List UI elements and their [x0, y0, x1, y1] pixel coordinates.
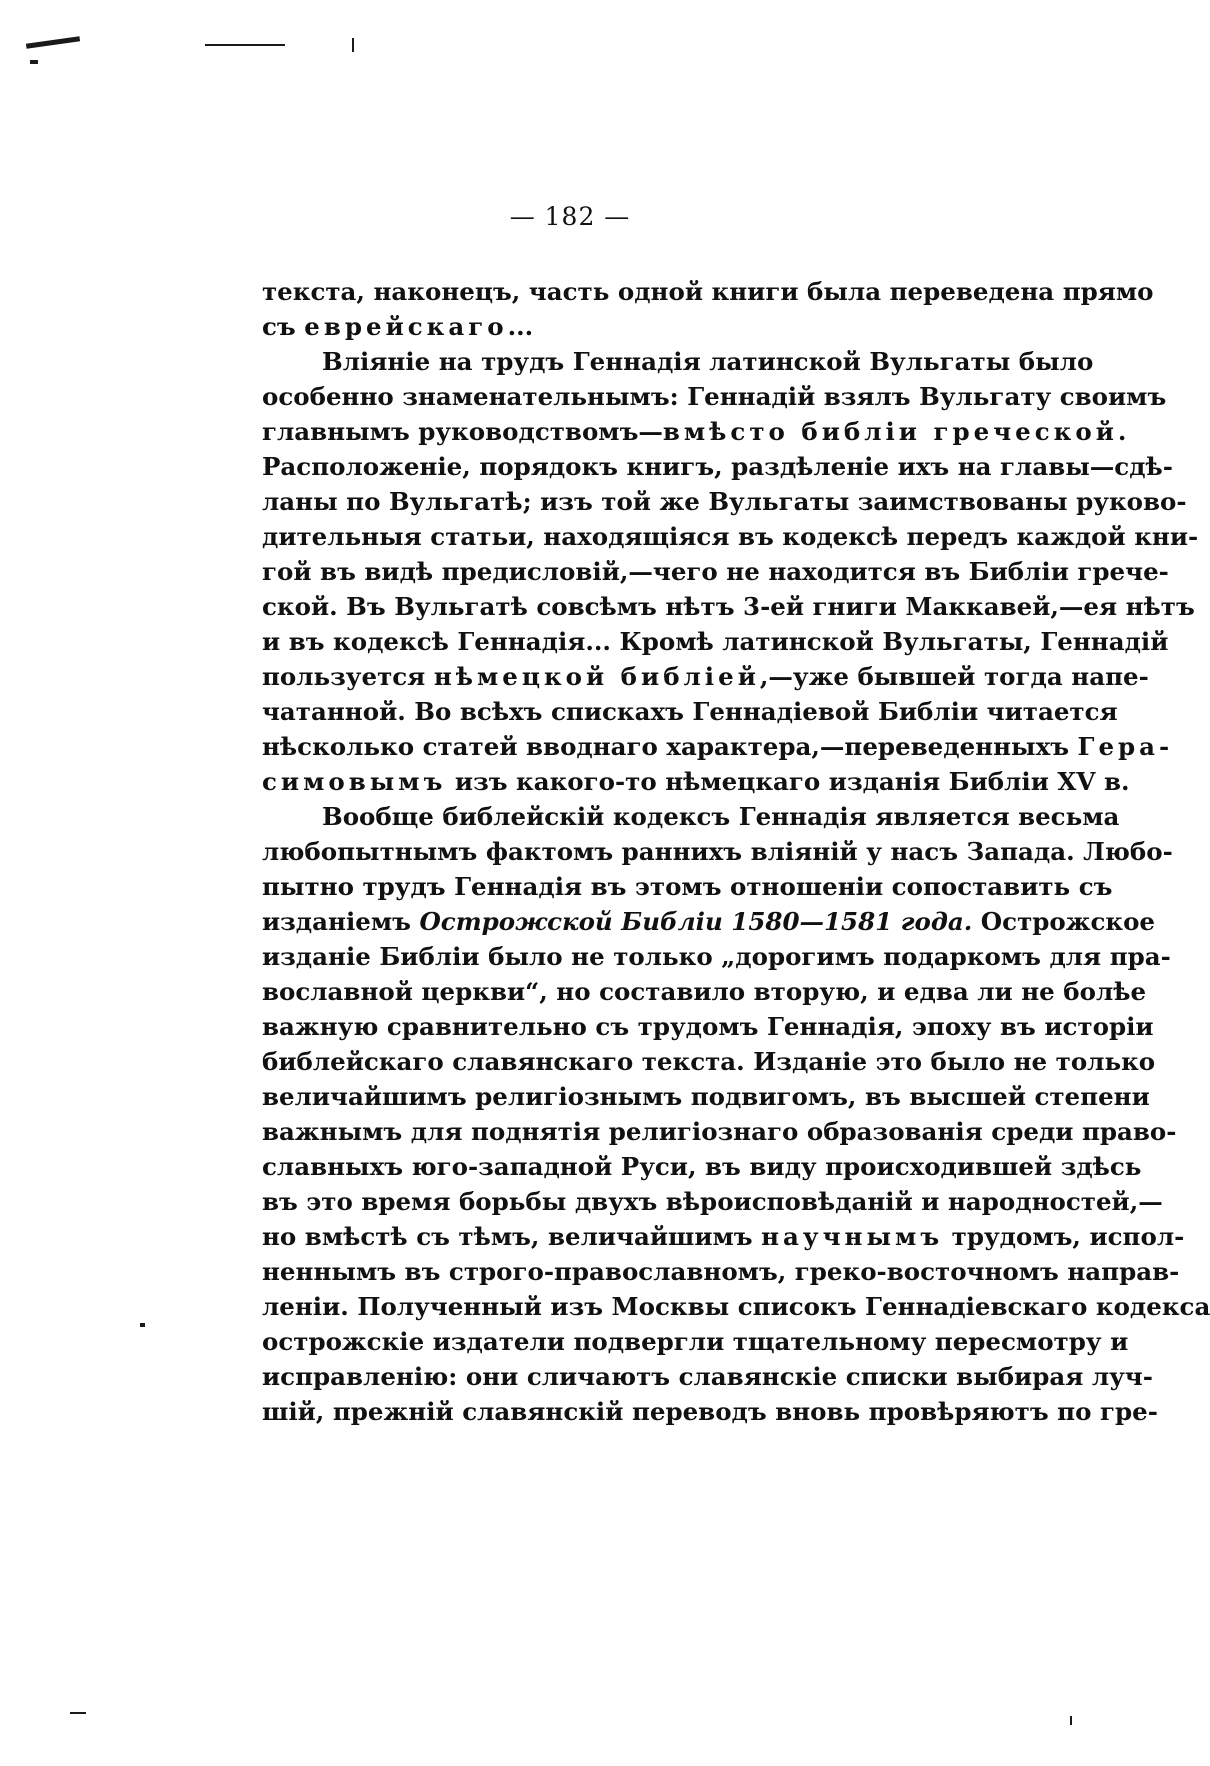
text-line: вославной церкви“, но составило вторую, и едва ли не болѣе	[262, 977, 1147, 1006]
text-line: Вообще библейскій кодексъ Геннадія является весьма	[322, 802, 1120, 831]
scan-mark-top-left-small	[30, 60, 38, 64]
text-line: важную сравнительно съ трудомъ Геннадія, эпоху въ исторіи	[262, 1012, 1154, 1041]
body-text	[262, 274, 1210, 1429]
text-run-spaced: Гера-	[1077, 732, 1174, 761]
text-run: но вмѣстѣ съ тѣмъ, величайшимъ	[262, 1222, 762, 1251]
text-run: изданіемъ	[262, 907, 420, 936]
text-run: нѣсколько статей вводнаго характера,—переведенныхъ	[262, 732, 1078, 761]
text-run: ...	[507, 312, 534, 341]
text-run: пользуется	[262, 662, 434, 691]
text-line: Вліяніе на трудъ Геннадія латинской Вульгаты было	[322, 347, 1094, 376]
text-line: острожскіе издатели подвергли тщательному пересмотру и	[262, 1327, 1129, 1356]
text-line: гой въ видѣ предисловій,—чего не находится въ Библіи грече-	[262, 557, 1169, 586]
scan-mark-left-bottom	[70, 1712, 86, 1714]
text-line: любопытнымъ фактомъ раннихъ вліяній у насъ Запада. Любо-	[262, 837, 1173, 866]
text-line: въ это время борьбы двухъ вѣроисповѣданій и народностей,—	[262, 1187, 1163, 1216]
text-run: съ	[262, 312, 305, 341]
text-line: чатанной. Во всѣхъ спискахъ Геннадіевой Библіи читается	[262, 697, 1118, 726]
text-line	[262, 1219, 1185, 1254]
text-line: Расположеніе, порядокъ книгъ, раздѣленіе ихъ на главы—сдѣ-	[262, 452, 1173, 481]
text-line: важнымъ для поднятія религіознаго образованія среди право-	[262, 1117, 1177, 1146]
scan-mark-top-center	[205, 44, 285, 46]
text-line: текста, наконецъ, часть одной книги была переведена прямо	[262, 277, 1154, 306]
text-line	[262, 414, 1131, 449]
text-line	[262, 729, 1174, 764]
text-line: исправленію: они сличаютъ славянскіе списки выбирая луч-	[262, 1362, 1153, 1391]
scan-mark-top-left	[26, 36, 80, 48]
page-number: — 182 —	[509, 202, 631, 231]
text-line: особенно знаменательнымъ: Геннадій взялъ Вульгату своимъ	[262, 382, 1167, 411]
text-run: трудомъ, испол-	[943, 1222, 1185, 1251]
text-line: пытно трудъ Геннадія въ этомъ отношеніи сопоставить съ	[262, 872, 1113, 901]
text-run: главнымъ руководствомъ—	[262, 417, 663, 446]
text-line: леніи. Полученный изъ Москвы списокъ Геннадіевскаго кодекса	[262, 1292, 1210, 1321]
scan-mark-left-middle	[140, 1323, 145, 1327]
text-line	[262, 309, 1038, 344]
text-run: Острожское	[972, 907, 1156, 936]
text-run-spaced: вмѣсто библіи греческой.	[662, 417, 1131, 446]
text-line	[262, 659, 1149, 694]
text-line: ской. Въ Вульгатѣ совсѣмъ нѣтъ 3-ей гниги Маккавей,—ея нѣтъ	[262, 592, 1195, 621]
text-line: величайшимъ религіознымъ подвигомъ, въ высшей степени	[262, 1082, 1150, 1111]
text-line: неннымъ въ строго-православномъ, греко-восточномъ направ-	[262, 1257, 1180, 1286]
text-run-spaced: еврейскаго	[304, 312, 508, 341]
text-line	[262, 904, 1156, 939]
text-line: изданіе Библіи было не только „дорогимъ подаркомъ для пра-	[262, 942, 1171, 971]
text-run-spaced: симовымъ	[262, 767, 447, 796]
scan-mark-top-right	[352, 38, 354, 52]
text-line: и въ кодексѣ Геннадія... Кромѣ латинской Вульгаты, Геннадій	[262, 627, 1169, 656]
text-line: ланы по Вульгатѣ; изъ той же Вульгаты заимствованы руково-	[262, 487, 1187, 516]
text-run: ,—уже бывшей тогда напе-	[759, 662, 1149, 691]
text-run: изъ какого-то нѣмецкаго изданія Библіи XV в.	[446, 767, 1130, 796]
text-line: библейскаго славянскаго текста. Изданіе это было не только	[262, 1047, 1156, 1076]
text-run-spaced: научнымъ	[761, 1222, 944, 1251]
text-line: дительныя статьи, находящіяся въ кодексѣ передъ каждой кни-	[262, 522, 1199, 551]
text-run-spaced: нѣмецкой библіей	[433, 662, 760, 691]
text-line: шій, прежній славянскій переводъ вновь провѣряютъ по гре-	[262, 1397, 1158, 1426]
text-line	[262, 764, 1130, 799]
scan-mark-bottom-right	[1070, 1716, 1072, 1725]
text-line: славныхъ юго-западной Руси, въ виду происходившей здѣсь	[262, 1152, 1142, 1181]
text-run-italic: Острожской Библіи 1580—1581 года.	[419, 907, 973, 936]
